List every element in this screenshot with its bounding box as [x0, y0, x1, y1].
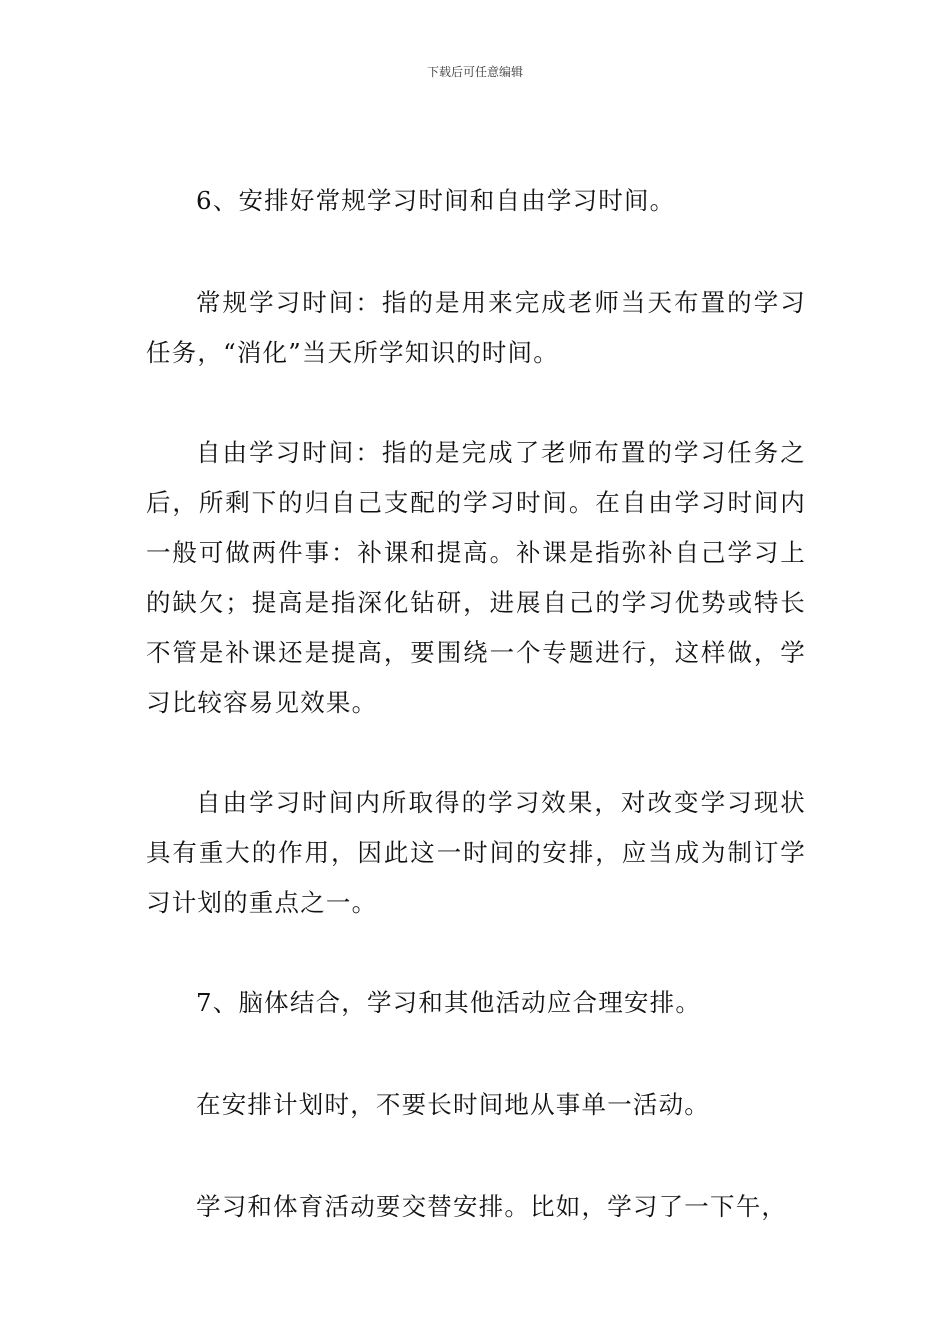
- paragraph-alternate-activities: 学习和体育活动要交替安排。比如，学习了一下午，: [196, 1192, 788, 1221]
- paragraph-spacer: [146, 1028, 806, 1080]
- paragraph-free-study-time: 自由学习时间：指的是完成了老师布置的学习任务之后，所剩下的归自己支配的学习时间。在自由学习时间内一般可做两件事：补课和提高。补课是指弥补自己学习上的缺欠；提高是指深化钻研，进展自己的学习优势或特长不管是补课还是提高，要围绕一个专题进行，这样做，学习比较容易见效果。: [146, 438, 806, 717]
- paragraph-section-6-heading: 6、安排好常规学习时间和自由学习时间。: [196, 186, 676, 215]
- page-header: 下载后可任意编辑: [426, 65, 523, 79]
- paragraph-spacer: [146, 378, 806, 428]
- paragraph-section-7-heading: 7、脑体结合，学习和其他活动应合理安排。: [196, 988, 702, 1017]
- paragraph-spacer: [146, 1130, 806, 1182]
- paragraph-spacer: [146, 226, 806, 278]
- paragraph-spacer: [146, 728, 806, 778]
- paragraph-spacer: [146, 928, 806, 978]
- document-body: [146, 176, 806, 1232]
- paragraph-free-study-effect: 自由学习时间内所取得的学习效果，对改变学习现状具有重大的作用，因此这一时间的安排，应当成为制订学习计划的重点之一。: [146, 788, 806, 917]
- paragraph-avoid-single-activity: 在安排计划时，不要长时间地从事单一活动。: [196, 1090, 710, 1119]
- paragraph-regular-study-time: 常规学习时间：指的是用来完成老师当天布置的学习任务，“消化”当天所学知识的时间。: [146, 288, 806, 367]
